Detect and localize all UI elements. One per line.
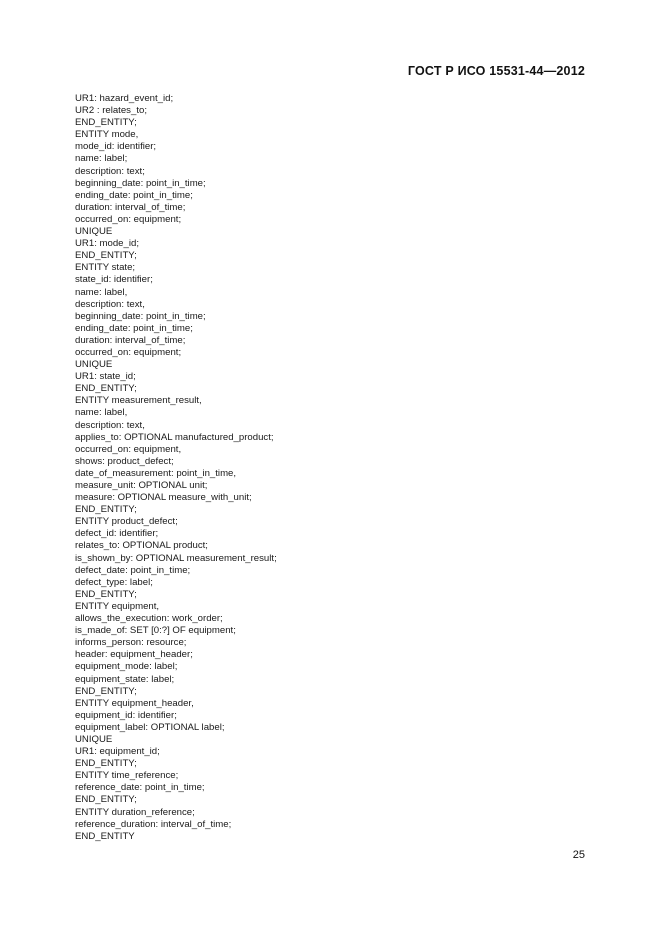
code-line: UNIQUE bbox=[75, 226, 113, 238]
code-line: UR1: state_id; bbox=[75, 371, 136, 383]
code-line: is_made_of: SET [0:?] OF equipment; bbox=[75, 625, 236, 637]
code-line: UR2 : relates_to; bbox=[75, 105, 147, 117]
code-line: END_ENTITY bbox=[75, 830, 135, 842]
code-line: name: label, bbox=[75, 286, 128, 298]
code-line: beginning_date: point_in_time; bbox=[75, 177, 206, 189]
code-line: occurred_on: equipment, bbox=[75, 443, 182, 455]
code-line: name: label, bbox=[75, 407, 128, 419]
code-line: reference_duration: interval_of_time; bbox=[75, 818, 232, 830]
code-line: ENTITY equipment_header, bbox=[75, 697, 194, 709]
code-line: informs_person: resource; bbox=[75, 637, 187, 649]
code-line: ENTITY equipment, bbox=[75, 600, 160, 612]
code-line: ENTITY duration_reference; bbox=[75, 806, 195, 818]
code-line: header: equipment_header; bbox=[75, 649, 193, 661]
code-line: occurred_on: equipment; bbox=[75, 213, 182, 225]
code-line: defect_id: identifier; bbox=[75, 528, 159, 540]
code-line: name: label; bbox=[75, 153, 128, 165]
code-line: UNIQUE bbox=[75, 733, 113, 745]
code-line: END_ENTITY; bbox=[75, 250, 137, 262]
code-line: UNIQUE bbox=[75, 359, 113, 371]
code-line: ENTITY state; bbox=[75, 262, 136, 274]
code-line: allows_the_execution: work_order; bbox=[75, 613, 223, 625]
code-line: defect_type: label; bbox=[75, 576, 153, 588]
code-line: date_of_measurement: point_in_time, bbox=[75, 467, 237, 479]
code-line: mode_id: identifier; bbox=[75, 141, 157, 153]
code-line: END_ENTITY; bbox=[75, 504, 137, 516]
code-line: END_ENTITY; bbox=[75, 588, 137, 600]
code-line: ending_date: point_in_time; bbox=[75, 189, 193, 201]
code-line: reference_date: point_in_time; bbox=[75, 782, 205, 794]
code-line: END_ENTITY; bbox=[75, 117, 137, 129]
code-line: equipment_label: OPTIONAL label; bbox=[75, 721, 225, 733]
page-number: 25 bbox=[572, 849, 585, 861]
code-line: UR1: mode_id; bbox=[75, 238, 139, 250]
code-line: equipment_mode: label; bbox=[75, 661, 178, 673]
code-line: state_id: identifier; bbox=[75, 274, 153, 286]
code-line: END_ENTITY; bbox=[75, 685, 137, 697]
code-line: ending_date: point_in_time; bbox=[75, 322, 193, 334]
code-line: ENTITY time_reference; bbox=[75, 770, 179, 782]
code-line: duration: interval_of_time; bbox=[75, 334, 186, 346]
code-line: ENTITY product_defect; bbox=[75, 516, 178, 528]
code-line: defect_date: point_in_time; bbox=[75, 564, 191, 576]
code-line: beginning_date: point_in_time; bbox=[75, 310, 206, 322]
code-line: UR1: equipment_id; bbox=[75, 746, 160, 758]
code-line: END_ENTITY; bbox=[75, 383, 137, 395]
code-line: shows: product_defect; bbox=[75, 455, 174, 467]
express-code-listing bbox=[75, 93, 277, 843]
code-line: equipment_state: label; bbox=[75, 673, 175, 685]
code-line: description: text, bbox=[75, 419, 145, 431]
code-line: ENTITY mode, bbox=[75, 129, 139, 141]
code-line: relates_to: OPTIONAL product; bbox=[75, 540, 208, 552]
code-line: measure_unit: OPTIONAL unit; bbox=[75, 480, 208, 491]
code-line: END_ENTITY; bbox=[75, 758, 137, 770]
code-line: ENTITY measurement_result, bbox=[75, 395, 202, 407]
code-line: applies_to: OPTIONAL manufactured_product; bbox=[75, 431, 274, 443]
code-line: occurred_on: equipment; bbox=[75, 346, 182, 358]
code-line: measure: OPTIONAL measure_with_unit; bbox=[75, 492, 252, 504]
code-line: END_ENTITY; bbox=[75, 794, 137, 806]
code-line: UR1: hazard_event_id; bbox=[75, 93, 174, 104]
code-line: description: text, bbox=[75, 298, 145, 310]
document-header: ГОСТ Р ИСО 15531-44—2012 bbox=[407, 64, 585, 78]
code-line: is_shown_by: OPTIONAL measurement_result; bbox=[75, 552, 277, 564]
code-line: equipment_id: identifier; bbox=[75, 709, 177, 721]
code-line: duration: interval_of_time; bbox=[75, 201, 186, 213]
code-line: description: text; bbox=[75, 165, 145, 177]
